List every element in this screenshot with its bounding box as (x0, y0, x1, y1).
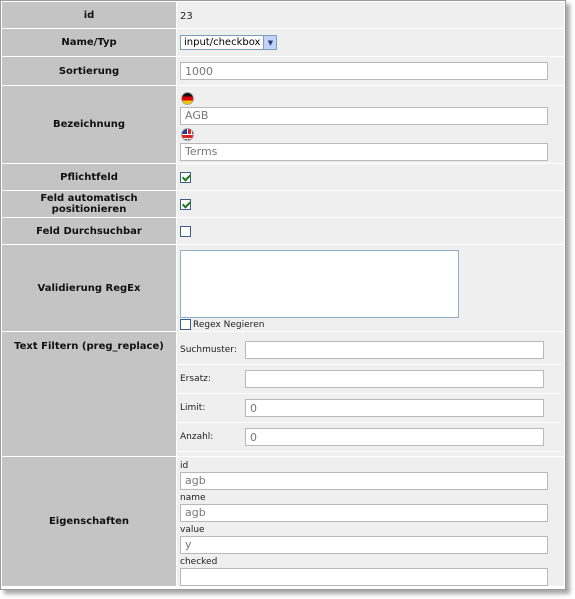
bezeichnung-de-input[interactable] (180, 107, 548, 125)
german-flag-icon (181, 92, 194, 105)
limit-label: Limit: (177, 394, 245, 423)
durchsuchbar-label: Feld Durchsuchbar (2, 218, 177, 245)
validierung-cell (177, 245, 565, 332)
row-bezeichnung (2, 86, 565, 164)
anzahl-input[interactable] (245, 428, 544, 446)
limit-row (177, 394, 561, 423)
text-filter-table (177, 336, 561, 453)
ersatz-label: Ersatz: (177, 365, 245, 394)
prop-value-input[interactable] (180, 536, 548, 554)
ersatz-input[interactable] (245, 370, 544, 388)
limit-input[interactable] (245, 399, 544, 417)
prop-checked-input[interactable] (180, 568, 548, 586)
sortierung-label: Sortierung (2, 57, 177, 86)
prop-value-label: value (180, 524, 205, 535)
field-editor-table (1, 1, 565, 587)
regex-negate-label: Regex Negieren (193, 319, 265, 330)
id-value-cell (177, 2, 565, 29)
text-filter-cell (177, 332, 565, 457)
regex-negate-checkbox[interactable] (180, 319, 191, 330)
auto-position-cell (177, 191, 565, 218)
regex-negate-row (180, 319, 564, 330)
suchmuster-input[interactable] (245, 341, 544, 359)
id-value: 23 (180, 10, 193, 22)
name-typ-cell (177, 29, 565, 57)
validierung-label: Validierung RegEx (2, 245, 177, 332)
row-eigenschaften (2, 457, 565, 587)
auto-position-label: Feld automatisch positionieren (2, 191, 177, 218)
prop-name-label: name (180, 492, 206, 503)
id-label: id (2, 2, 177, 29)
ersatz-row (177, 365, 561, 394)
anzahl-label: Anzahl: (177, 423, 245, 452)
uk-flag-icon (181, 128, 194, 141)
row-durchsuchbar (2, 218, 565, 245)
name-typ-label: Name/Typ (2, 29, 177, 57)
row-text-filter (2, 332, 565, 457)
text-filter-label: Text Filtern (preg_replace) (2, 332, 177, 457)
eigenschaften-cell (177, 457, 565, 587)
pflichtfeld-label: Pflichtfeld (2, 164, 177, 191)
row-auto-position (2, 191, 565, 218)
suchmuster-row (177, 336, 561, 365)
suchmuster-label: Suchmuster: (177, 336, 245, 365)
durchsuchbar-cell (177, 218, 565, 245)
row-id (2, 2, 565, 29)
anzahl-row (177, 423, 561, 452)
prop-id-label: id (180, 460, 189, 471)
bezeichnung-en-input[interactable] (180, 143, 548, 161)
durchsuchbar-checkbox[interactable] (180, 226, 191, 237)
pflichtfeld-checkbox[interactable] (180, 172, 191, 183)
type-select[interactable] (180, 35, 277, 50)
sortierung-cell (177, 57, 565, 86)
row-sortierung (2, 57, 565, 86)
auto-position-checkbox[interactable] (180, 199, 191, 210)
prop-id-input[interactable] (180, 472, 548, 490)
row-validierung (2, 245, 565, 332)
pflichtfeld-cell (177, 164, 565, 191)
chevron-down-icon[interactable]: ▼ (263, 36, 276, 49)
prop-name-input[interactable] (180, 504, 548, 522)
regex-textarea[interactable] (180, 250, 459, 318)
type-select-value: input/checkbox (184, 37, 261, 48)
bezeichnung-cell (177, 86, 565, 164)
prop-checked-label: checked (180, 556, 218, 567)
eigenschaften-label: Eigenschaften (2, 457, 177, 587)
row-name-typ (2, 29, 565, 57)
sortierung-input[interactable] (180, 62, 548, 80)
bezeichnung-label: Bezeichnung (2, 86, 177, 164)
row-pflichtfeld (2, 164, 565, 191)
